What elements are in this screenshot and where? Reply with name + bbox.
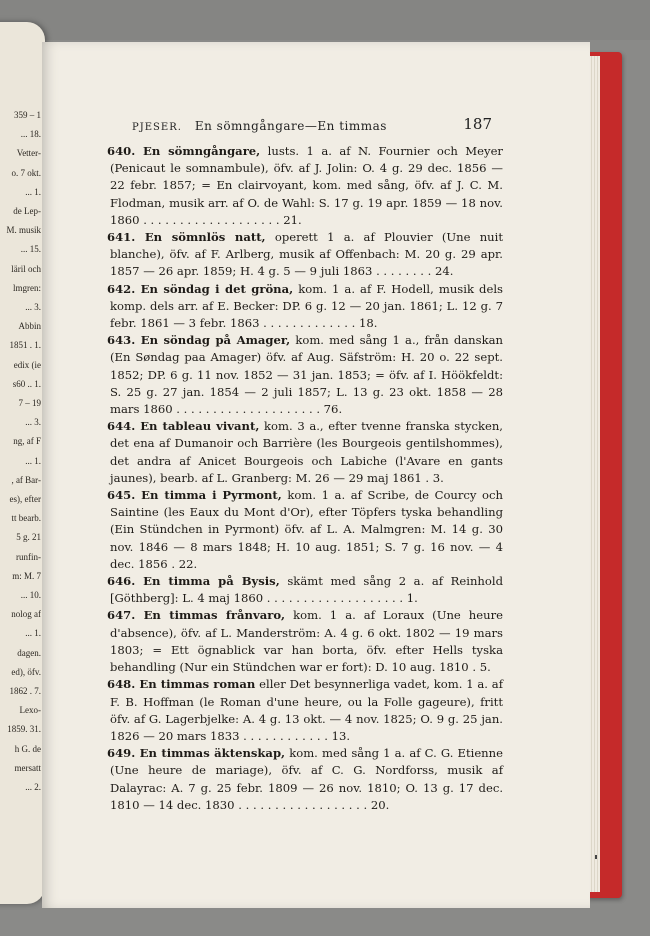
entry-642 [107, 281, 503, 333]
entry-641 [107, 229, 504, 281]
left-page-fragment: , af Bar- [11, 474, 41, 485]
left-page-fragment: m: M. 7 [12, 570, 41, 581]
page-mark [595, 855, 597, 859]
entry-headword: 648. En timmas roman [107, 677, 256, 692]
left-page-fragment: de Lep- [13, 206, 41, 216]
entry-headword: 643. En söndag på Amager, [107, 333, 291, 348]
left-page-fragment: ... 10. [20, 590, 41, 600]
left-page-fragment: ... 15. [20, 244, 41, 255]
left-page-fragment: s60 .. 1. [12, 378, 41, 389]
entry-640 [107, 143, 503, 229]
left-page-edge [0, 22, 45, 904]
entry-text: kom. 1 a. af F. Hodell, musik dels komp. dels arr. af E. Becker: DP. 6 g. 12 — 20 jan. 1861; L. 12 g. 7 febr. 1861 — 3 febr. 1863 . . . . . . . . . . . . . 18. [110, 281, 503, 331]
left-page-fragment: 5 g. 21 [16, 532, 41, 543]
entry-text: kom. 1 a. af Loraux (Une heure d'absence), öfv. af L. Manderström: A. 4 g. 6 okt. 1802 — 19 mars 1803; = Ett ögnablick var han borta, öfv. efter Hells tyska behandling (Nur ein Stündchen war er fort): D. 10 aug. 1810 . 5. [110, 608, 504, 675]
left-page-fragment: läril och [11, 263, 41, 274]
running-head-prefix: PJESER. [132, 122, 182, 133]
entry-headword: 644. En tableau vivant, [107, 419, 260, 434]
entry-text: operett 1 a. af Plouvier (Une nuit blanche), öfv. af F. Arlberg, musik af Offenbach: M. 20 g. 29 apr. 1857 — 26 apr. 1859; H. 4 g. 5 — 9 juli 1863 . . . . . . . . 24. [110, 230, 504, 279]
left-page-fragment: M. musik [6, 225, 41, 236]
entry-649 [107, 745, 503, 814]
page-number: 187 [463, 115, 492, 133]
entry-headword: 640. En sömngångare, [107, 144, 261, 158]
entry-text: kom. 1 a. af Scribe, de Courcy och Saintine (les Eaux du Mont d'Or), efter Töpfers tyska behandling (Ein Stündchen in Pyrmont) öfv. af L. A. Malmgren: M. 14 g. 30 nov. 1846 — 8 mars 1848; H. 10 aug. 1851; S. 7 g. 16 nov. — 4 dec. 1856 . 22. [110, 488, 503, 571]
entry-644 [107, 418, 503, 487]
left-page-fragment: 1851 . 1. [9, 340, 41, 351]
entry-text: lusts. 1 a. af N. Fournier och Meyer (Penicaut le somnambule), öfv. af J. Jolin: O. 4 g. 29 dec. 1856 — 22 febr. 1857; = En clairvoyant, kom. med sång, öfv. af J. C. M. Flodman, musik arr. af O. de Wahl: S. 17 g. 19 apr. 1859 — 18 nov. 1860 . . . . . . . . . . . . . . . . . . . 21. [110, 144, 503, 227]
left-page-fragment: Lexo- [19, 705, 41, 716]
left-page-fragment: ng, af F [13, 436, 41, 447]
left-page-fragment: h G. de [14, 743, 41, 754]
entry-646 [107, 573, 504, 607]
left-page-fragment: ... 2. [25, 782, 41, 792]
entry-headword: 647. En timmas frånvaro, [107, 608, 286, 623]
left-page-fragment: ... 1. [25, 628, 41, 639]
entry-text: kom. med sång 1 a. af C. G. Etienne (Une heure de mariage), öfv. af C. G. Nordforss, musik af Dalayrac: A. 7 g. 25 febr. 1809 — 26 nov. 1810; O. 13 g. 17 dec. 1810 — 14 dec. 1830 . . . . . . . . . . . . . . . . . . 20. [110, 746, 503, 812]
entry-headword: 649. En timmas äktenskap, [107, 746, 286, 761]
left-page-fragment: 1859. 31. [7, 724, 41, 735]
left-page-fragment: Abbin [18, 321, 41, 332]
left-page-fragment: 7 – 19 [18, 398, 41, 408]
background-top [0, 0, 650, 40]
left-page-fragment: dagen. [17, 647, 41, 658]
running-head-title: En sömngångare—En timmas [194, 119, 387, 133]
left-page-fragment: ... 1. [25, 186, 41, 197]
left-page-fragment: nolog af [11, 609, 41, 620]
left-page-fragment: lmgren: [13, 282, 41, 293]
entry-headword: 645. En timma i Pyrmont, [107, 488, 282, 503]
entry-text: eller Det besynnerliga vadet, kom. 1 a. af F. B. Hoffman (le Roman d'une heure, ou la Folle gageure), fritt öfv. af G. Lagerbjelke: A. 4 g. 13 okt. — 4 nov. 1825; O. 9 g. 25 jan. 1826 — 20 mars 1833 . . . . . . . . . . . . 13. [110, 677, 503, 743]
left-page-fragment: ed), öfv. [11, 666, 41, 677]
left-page-fragment: Vetter- [16, 148, 41, 159]
left-page-fragment: tt bearb. [11, 513, 41, 524]
entry-text: kom. med sång 1 a., från danskan (En Søndag paa Amager) öfv. af Aug. Säfström: H. 20 o. 22 sept. 1852; DP. 6 g. 11 nov. 1852 — 31 jan. 1853; = öfv. af I. Höökfeldt: S. 25 g. 27 jan. 1854 — 2 juli 1857; L. 13 g. 23 okt. 1858 — 28 mars 1860 . . . . . . . . . . . . . . . . . . . . 76. [110, 333, 503, 417]
left-page-fragment: ... 18. [20, 129, 41, 140]
entry-643 [107, 332, 503, 418]
entry-645 [107, 487, 503, 573]
entry-648 [107, 676, 503, 745]
left-page-fragment: ... 3. [25, 417, 41, 428]
entry-list [107, 143, 504, 814]
left-page-fragment: edix (ie [13, 359, 41, 370]
left-page-fragment: 1862 . 7. [9, 686, 41, 696]
entry-headword: 646. En timma på Bysis, [107, 574, 280, 589]
entry-headword: 642. En söndag i det gröna, [107, 281, 294, 296]
left-page-fragment: ... 3. [25, 302, 41, 312]
left-page-fragment: ... 1. [25, 455, 41, 466]
left-page-fragment: es), efter [9, 494, 41, 504]
entry-647 [107, 607, 504, 676]
entry-text: kom. 3 a., efter tvenne franska stycken, det ena af Dumanoir och Barrière (les Bourgeois gentilshommes), det andra af Anicet Bourgeois och Labiche (l'Avare en gants jaunes), bearb. af L. Granberg: M. 26 — 29 maj 1861 . 3. [110, 419, 503, 485]
left-page-fragment: 359 – 1 [14, 110, 41, 120]
left-page-fragment: mersatt [14, 762, 41, 773]
entry-text: skämt med sång 2 a. af Reinhold [Göthberg]: L. 4 maj 1860 . . . . . . . . . . . . . . . . . . . 1. [110, 574, 504, 606]
entry-headword: 641. En sömnlös natt, [107, 230, 266, 245]
left-page-fragment: o. 7 okt. [11, 167, 41, 178]
left-page-fragment: runfin- [16, 551, 41, 562]
running-header [132, 115, 492, 137]
